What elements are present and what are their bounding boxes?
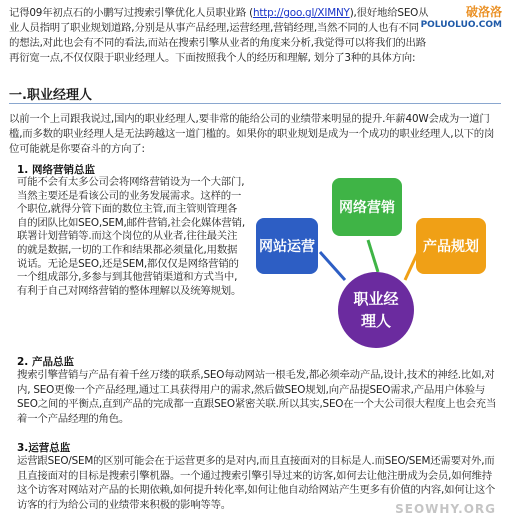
watermark-line1: 破洛洛 <box>465 5 502 19</box>
sub3-body: 运营跟SEO/SEM的区别可能会在于运营更多的是对内,而且直接面对的目标是人.而SEO/SEM还需要对外,而且直接面对的目标是搜索引擎机器。一个通过搜索引擎引导过来的访客,如何去让他注册成为会员,如何维持这个访客对网站对产品的长期依赖,如何提升转化率,如何让他自动给网站产生更多有价值的内容,如何让这个访客的行为给公司的业绩带来积极的影响等等。 <box>17 455 496 511</box>
intro-text-end: ),很好地给SEO从业人员指明了职业规划道路,分别是从事产品经理,运营经理,营销经理,当然不同的人也有不同的想法,对此也会有不同的看法,而站在搜索引擎从业者的角度来分析,我觉得可以将我们的出路再衍宽一点,不仅仅限于职业经理人。下面按照我个人的经历和理解, 划分了3种的具体方向: <box>9 7 429 64</box>
center-line1: 职业经 <box>353 290 399 308</box>
diagram-box-right: 产品规划 <box>416 218 486 274</box>
sub2-title: 2. 产品总监 <box>17 356 74 368</box>
connector-top <box>368 240 378 272</box>
bottom-watermark: SEOWHY.ORG <box>395 502 496 516</box>
sub1-title: 1. 网络营销总监 <box>17 164 95 176</box>
sub2-body: 搜索引擎营销与产品有着千丝万缕的联系,SEO每动网站一根毛发,都必须牵动产品,设计,技术的神经.比如,对内, SEO更像一个产品经理,通过工具获得用户的需求,然后做SEO规划,向产品提SEO需求,产品用户体验与SEO之间的平衡点,直到产品的完成都一直跟SEO紧密关联.所以其实,SEO在一个大公司很大程度上也会充当着一个产品经理的角色。 <box>17 369 497 425</box>
sub1-body: 可能不会有太多公司会将网络营销设为一个大部门,当然主要还是看该公司的业务发展需求。这样的一个职位,就得分管下面的数位主管,而主管则管理各自的团队比如SEO,SEM,邮件营销,社会化媒体营销,联署计划营销等.而这个岗位的从业者,往往最关注的就是数据,一切的工作和结果都必须量化,用数据说话。无论是SEO,还是SEM,都仅仅是网络营销的一个组成部分,多参与到其他营销渠道和方式当中,有利于自己对网络营销的整体理解以及统筹规划。 <box>17 176 245 297</box>
diagram-box-left: 网站运营 <box>256 218 318 274</box>
intro-text-start: 记得09年初点石的小鹏写过搜索引擎优化人员职业路 ( <box>9 7 253 19</box>
connector-left <box>320 252 345 280</box>
diagram-center-circle <box>338 272 414 348</box>
sub3-title: 3.运营总监 <box>17 442 71 454</box>
watermark-line2: POLUOLUO.COM <box>420 20 502 30</box>
center-line2: 理人 <box>360 312 391 330</box>
diagram-box-top: 网络营销 <box>332 178 402 236</box>
section-intro: 以前一个上司跟我说过,国内的职业经理人,要非常的能给公司的业绩带来明显的提升.年薪40W会成为一道门槛,而多数的职业经理人是无法跨越这一道门槛的。如果你的职业规划是成为一个成功的职业经理人,以下的岗位可能就是你要奋斗的方向了: <box>9 113 495 155</box>
intro-link[interactable]: http://goo.gl/XIMNY <box>252 7 350 19</box>
section-title: 一.职业经理人 <box>9 88 92 103</box>
